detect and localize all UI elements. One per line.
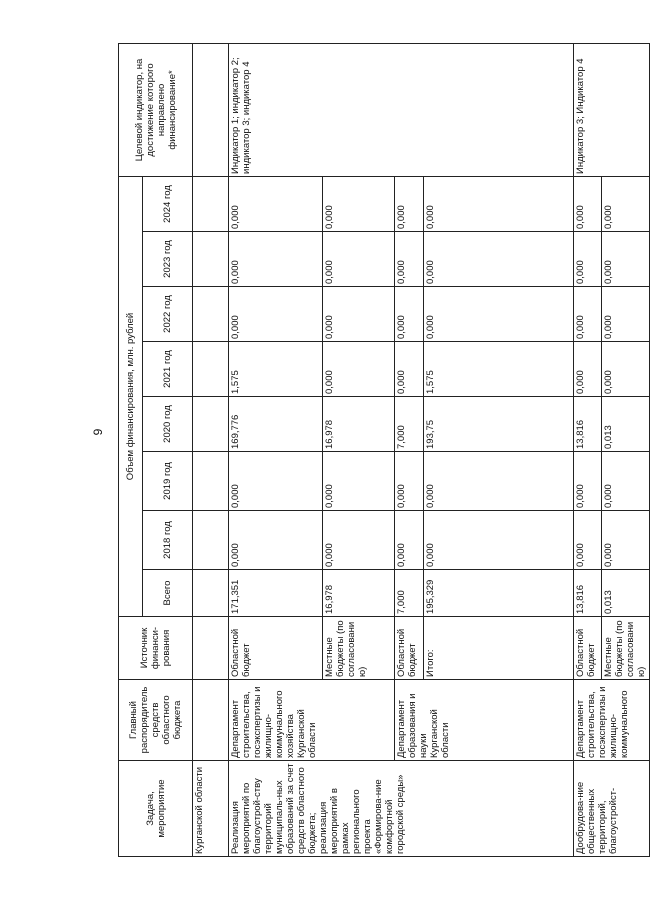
value-cell: 0,000 [424,232,574,287]
task-cell: Реализация мероприятий по благоустрой-ству территорий муниципаль-ных образований за счет средств областного бюджета; реализация мероприятий в рамках регионального проекта «Формирова-ние комфортной городской среды» [229,761,574,857]
value-cell: 0,000 [229,452,323,511]
value-cell: 0,000 [229,287,323,342]
header-indicator: Целевой индикатор, на достижение которого направлено финансирование* [119,43,193,176]
source-cell: Местные бюджеты (по согласованию) [323,617,395,680]
indicator-cell: Индикатор 1; индикатор 2; индикатор 3; индикатор 4 [229,43,574,176]
value-cell: 0,000 [395,232,424,287]
value-cell: 0,000 [323,176,395,231]
value-cell: 0,000 [229,511,323,570]
value-cell: 0,000 [424,176,574,231]
page-number: 9 [91,428,105,436]
value-cell: 0,000 [323,342,395,397]
header-year-2020: 2020 год [143,397,193,452]
source-cell: Областной бюджет [229,617,323,680]
value-cell: 0,000 [602,452,650,511]
value-cell: 0,000 [323,232,395,287]
value-cell: 0,000 [574,342,602,397]
table-row [229,43,323,856]
value-cell: 169,776 [229,397,323,452]
distributor-cell: Департамент строительства, госэкспертизы и жилищно-коммунального хозяйства Курганской области [229,680,395,761]
value-cell: 0,000 [229,176,323,231]
header-distributor: Главный распорядитель средств областного бюджета [119,680,193,761]
value-cell: 0,000 [574,511,602,570]
header-year-2024: 2024 год [143,176,193,231]
value-cell: 0,000 [395,342,424,397]
indicator-cell: Индикатор 3; Индикатор 4 [574,43,650,176]
table-row [193,43,229,856]
value-cell: 0,000 [574,176,602,231]
header-year-2018: 2018 год [143,511,193,570]
source-cell: Областной бюджет [574,617,602,680]
value-cell: 0,000 [323,452,395,511]
task-cell: Курганской области [193,761,229,857]
total-cell: 195,329 [424,570,574,617]
header-source: Источник финанси-рования [119,617,193,680]
source-cell: Итого: [424,617,574,680]
rotated-table-wrapper [118,44,647,857]
total-cell: 13,816 [574,570,602,617]
financing-table [118,43,650,857]
value-cell: 1,575 [229,342,323,397]
value-cell: 0,000 [602,176,650,231]
value-cell: 0,000 [395,287,424,342]
source-cell: Местные бюджеты (по согласованию) [602,617,650,680]
value-cell: 0,013 [602,397,650,452]
total-cell: 0,013 [602,570,650,617]
value-cell: 0,000 [424,287,574,342]
value-cell: 0,000 [602,511,650,570]
header-volume-group: Объем финансирования, млн. рублей [119,176,143,616]
value-cell: 0,000 [574,287,602,342]
header-task: Задача, мероприятие [119,761,193,857]
distributor-cell: Департамент образования и науки Курганской области [395,680,574,761]
total-cell: 171,351 [229,570,323,617]
value-cell: 0,000 [602,342,650,397]
task-cell: Дообрудова-ние общественных территорий, благоустройст- [574,761,650,857]
value-cell: 0,000 [424,511,574,570]
source-cell: Областной бюджет [395,617,424,680]
total-cell: 16,978 [323,570,395,617]
header-year-2022: 2022 год [143,287,193,342]
value-cell: 0,000 [395,511,424,570]
value-cell: 0,000 [323,287,395,342]
value-cell: 13,816 [574,397,602,452]
value-cell: 0,000 [602,232,650,287]
value-cell: 0,000 [395,452,424,511]
value-cell: 16,978 [323,397,395,452]
value-cell: 0,000 [323,511,395,570]
header-year-2023: 2023 год [143,232,193,287]
total-cell: 7,000 [395,570,424,617]
value-cell: 0,000 [574,232,602,287]
distributor-cell: Департамент строительства, госэкспертизы и жилищно-коммунального [574,680,650,761]
table-row [574,43,602,856]
value-cell: 0,000 [602,287,650,342]
header-total: Всего [143,570,193,617]
value-cell: 7,000 [395,397,424,452]
value-cell: 0,000 [229,232,323,287]
header-year-2021: 2021 год [143,342,193,397]
value-cell: 0,000 [574,452,602,511]
header-year-2019: 2019 год [143,452,193,511]
value-cell: 193,75 [424,397,574,452]
value-cell: 0,000 [424,452,574,511]
value-cell: 0,000 [395,176,424,231]
value-cell: 1,575 [424,342,574,397]
